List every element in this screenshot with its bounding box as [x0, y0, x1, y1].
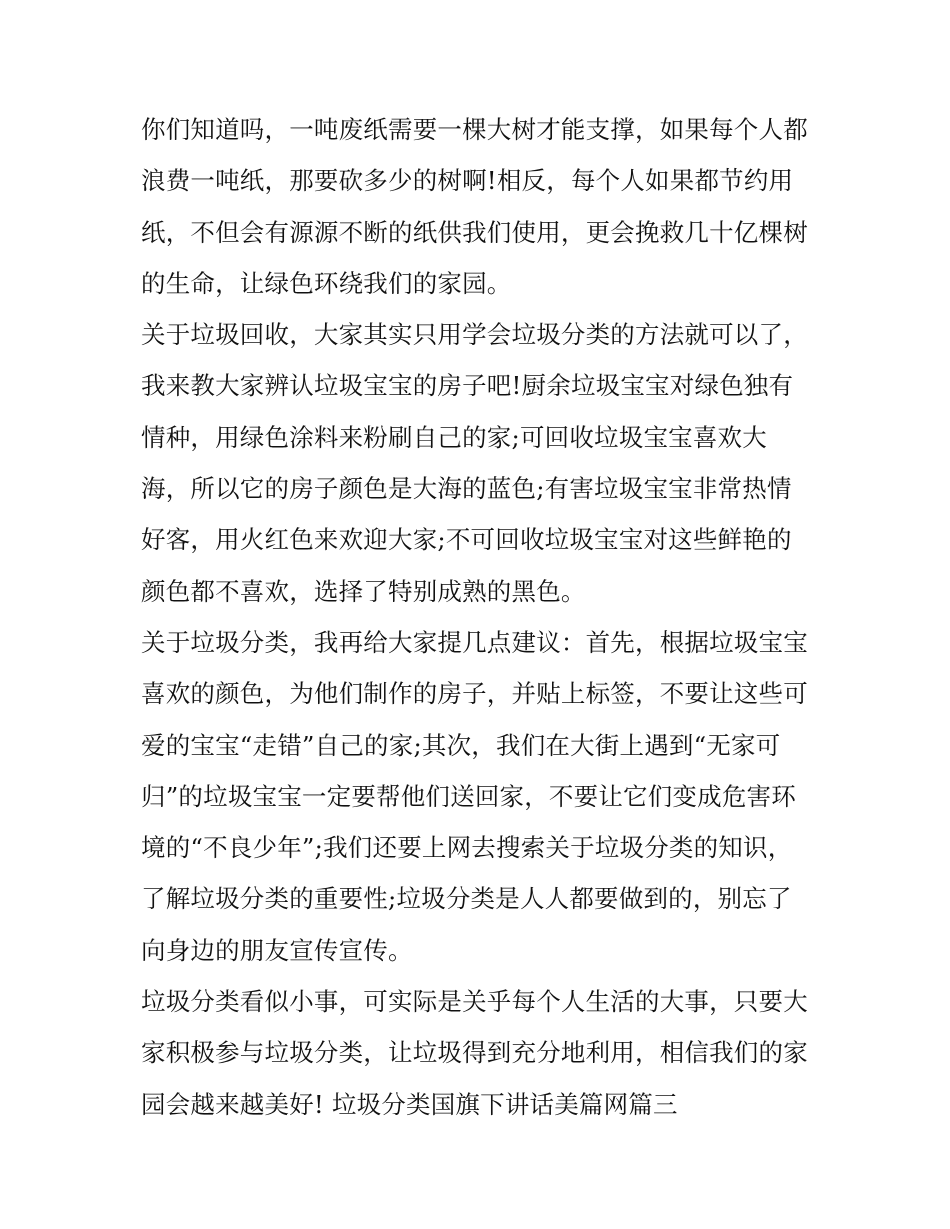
text-line: 我来教大家辨认垃圾宝宝的房子吧!厨余垃圾宝宝对绿色独有 [141, 371, 794, 401]
text-line: 向身边的朋友宣传宣传。 [141, 935, 413, 965]
text-line: 垃圾分类看似小事，可实际是关乎每个人生活的大事，只要大 [141, 987, 808, 1017]
text-line: 关于垃圾回收，大家其实只用学会垃圾分类的方法就可以了， [141, 320, 808, 350]
text-line: 的生命，让绿色环绕我们的家园。 [141, 268, 512, 298]
text-line: 你们知道吗，一吨废纸需要一棵大树才能支撑，如果每个人都 [141, 115, 808, 144]
speech-text-body [141, 104, 821, 1130]
text-line: 关于垃圾分类，我再给大家提几点建议：首先，根据垃圾宝宝 [141, 627, 808, 657]
text-line: 浪费一吨纸，那要砍多少的树啊!相反，每个人如果都节约用 [141, 166, 794, 196]
text-line: 了解垃圾分类的重要性;垃圾分类是人人都要做到的，别忘了 [141, 884, 792, 914]
text-line: 境的“不良少年”;我们还要上网去搜索关于垃圾分类的知识， [141, 833, 793, 863]
text-line: 纸，不但会有源源不断的纸供我们使用，更会挽救几十亿棵树 [141, 217, 808, 247]
text-line: 好客，用火红色来欢迎大家;不可回收垃圾宝宝对这些鲜艳的 [141, 525, 792, 555]
text-line: 海，所以它的房子颜色是大海的蓝色;有害垃圾宝宝非常热情 [141, 474, 792, 504]
text-line: 颜色都不喜欢，选择了特别成熟的黑色。 [141, 576, 586, 606]
text-line: 家积极参与垃圾分类，让垃圾得到充分地利用，相信我们的家 [141, 1038, 808, 1068]
text-line: 喜欢的颜色，为他们制作的房子，并贴上标签，不要让这些可 [141, 679, 808, 709]
text-line: 归”的垃圾宝宝一定要帮他们送回家，不要让它们变成危害环 [141, 781, 796, 811]
text-line: 情种，用绿色涂料来粉刷自己的家;可回收垃圾宝宝喜欢大 [141, 422, 767, 452]
text-line: 爱的宝宝“走错”自己的家;其次，我们在大街上遇到“无家可 [141, 730, 781, 760]
text-line: 园会越来越美好! 垃圾分类国旗下讲话美篇网篇三 [141, 1089, 678, 1119]
